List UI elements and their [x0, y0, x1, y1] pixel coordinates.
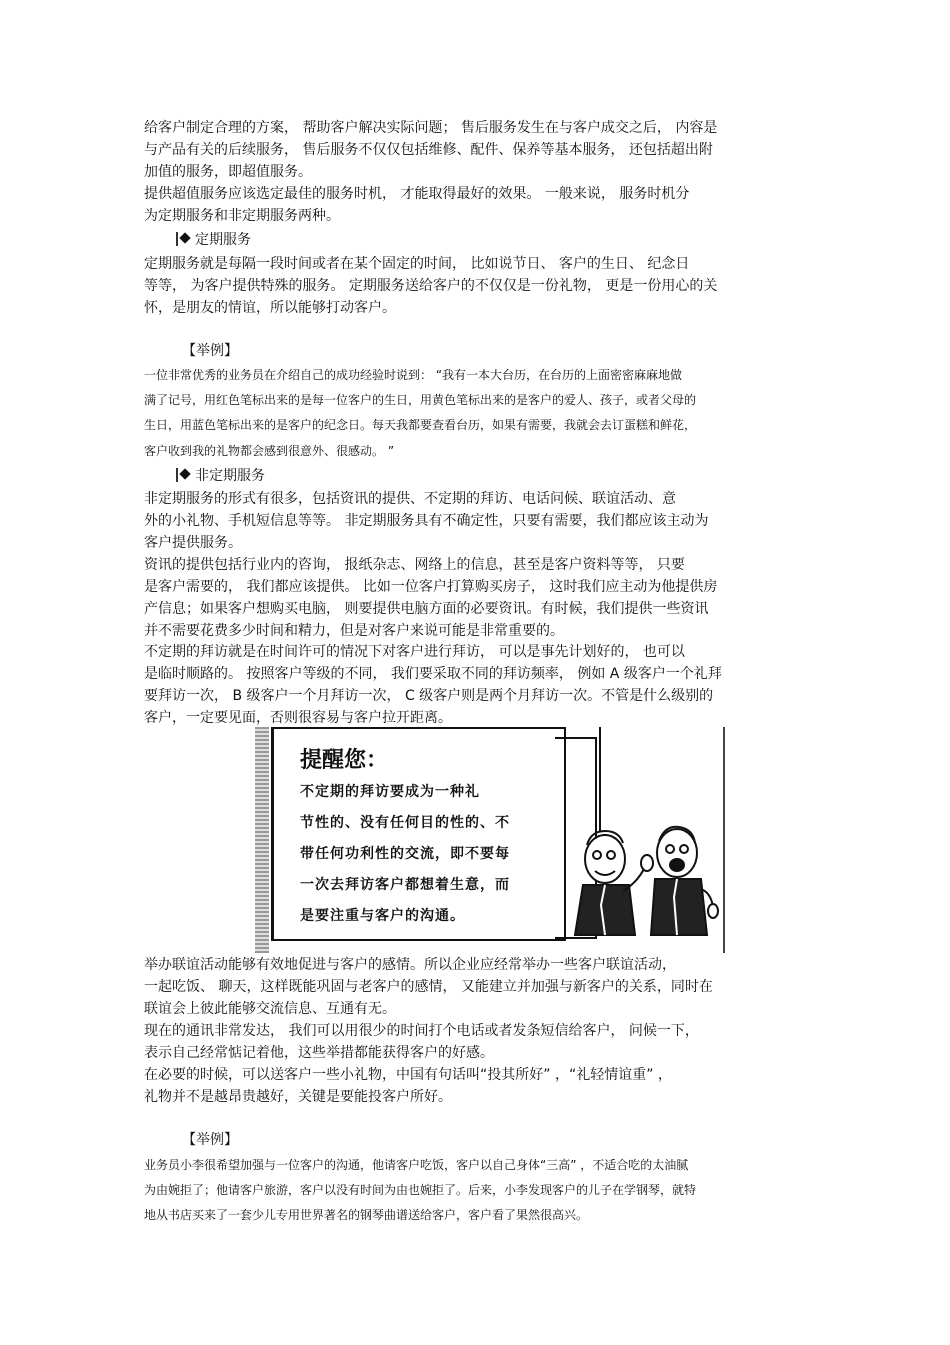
text-line: 是临时顺路的。 按照客户等级的不同， 我们要采取不同的拜访频率， 例如 A 级客户一个礼拜 [144, 666, 722, 682]
text-line: 客户提供服务。 [144, 535, 242, 551]
text-line: 现在的通讯非常发达， 我们可以用很少的时间打个电话或者发条短信给客户， 问候一下， [144, 1023, 699, 1039]
text-line: 定期服务就是每隔一段时间或者在某个固定的时间， 比如说节日、 客户的生日、 纪念日 [144, 256, 690, 272]
reminder-line: 不定期的拜访要成为一种礼 [300, 784, 480, 800]
text-line: 为定期服务和非定期服务两种。 [144, 208, 340, 224]
divider [599, 727, 601, 832]
text-line: 礼物并不是越昂贵越好，关键是要能投客户所好。 [144, 1089, 452, 1105]
reminder-line: 节性的、没有任何目的性的、不 [300, 815, 510, 831]
reminder-title: 提醒您： [300, 747, 389, 773]
text-line: 非定期服务的形式有很多，包括资讯的提供、不定期的拜访、电话问候、联谊活动、意 [144, 491, 676, 507]
text-line: 并不需要花费多少时间和精力，但是对客户来说可能是非常重要的。 [144, 623, 564, 639]
text-line: 给客户制定合理的方案， 帮助客户解决实际问题； 售后服务发生在与客户成交之后， 内容是 [144, 120, 718, 136]
diamond-bullet-icon [176, 468, 192, 482]
text-line: 与产品有关的后续服务， 售后服务不仅仅包括维修、配件、保养等基本服务， 还包括超出附 [144, 142, 713, 158]
example-line: 生日，用蓝色笔标出来的是客户的纪念日。每天我都要查看台历，如果有需要，我就会去订蛋糕和鲜花， [144, 418, 697, 432]
heading-text: 非定期服务 [195, 468, 265, 484]
example-line: 业务员小李很希望加强与一位客户的沟通，他请客户吃饭，客户以自己身体“三高” ，不适合吃的太油腻 [144, 1158, 689, 1172]
text-line: 产信息；如果客户想购买电脑， 则要提供电脑方面的必要资讯。有时候，我们提供一些资讯 [144, 601, 709, 617]
text-line: 举办联谊活动能够有效地促进与客户的感情。所以企业应经常举办一些客户联谊活动， [144, 957, 676, 973]
diamond-bullet-icon [176, 232, 192, 246]
reminder-line: 是要注重与客户的沟通。 [300, 908, 465, 924]
gray-strip [255, 727, 269, 953]
example-line: 客户收到我的礼物都会感到很意外、很感动。 ” [144, 444, 395, 458]
reminder-line: 一次去拜访客户都想着生意，而 [300, 877, 510, 893]
text-line: 资讯的提供包括行业内的咨询， 报纸杂志、网络上的信息，甚至是客户资料等等， 只要 [144, 557, 685, 573]
divider [723, 727, 725, 953]
text-line: 联谊会上彼此能够交流信息、互通有无。 [144, 1001, 396, 1017]
text-line: 客户，一定要见面，否则很容易与客户拉开距离。 [144, 710, 452, 726]
two-businessmen-cartoon-icon [567, 819, 719, 943]
reminder-line: 带任何功利性的交流，即不要每 [300, 846, 510, 862]
example-line: 为由婉拒了；他请客户旅游，客户以没有时间为由也婉拒了。后来，小李发现客户的儿子在学钢琴，就特 [144, 1183, 697, 1197]
heading-text: 定期服务 [195, 232, 251, 248]
example-label: 【举例】 [182, 1132, 238, 1148]
text-line: 要拜访一次， B 级客户一个月拜访一次， C 级客户则是两个月拜访一次。不管是什么级别的 [144, 688, 714, 704]
text-line: 外的小礼物、手机短信息等等。 非定期服务具有不确定性，只要有需要，我们都应该主动为 [144, 513, 709, 529]
text-line: 加值的服务，即超值服务。 [144, 164, 312, 180]
text-line: 不定期的拜访就是在时间许可的情况下对客户进行拜访， 可以是事先计划好的， 也可以 [144, 644, 685, 660]
example-line: 满了记号，用红色笔标出来的是每一位客户的生日，用黄色笔标出来的是客户的爱人、孩子，或者父母的 [144, 393, 697, 407]
text-line: 一起吃饭、 聊天，这样既能巩固与老客户的感情， 又能建立并加强与新客户的关系，同时在 [144, 979, 713, 995]
text-line: 怀，是朋友的情谊，所以能够打动客户。 [144, 300, 396, 316]
text-line: 提供超值服务应该选定最佳的服务时机， 才能取得最好的效果。 一般来说， 服务时机分 [144, 186, 690, 202]
example-line: 地从书店买来了一套少儿专用世界著名的钢琴曲谱送给客户，客户看了果然很高兴。 [144, 1208, 589, 1222]
text-line: 在必要的时候，可以送客户一些小礼物，中国有句话叫“投其所好” ，“礼轻情谊重” ， [144, 1067, 672, 1083]
example-label: 【举例】 [182, 343, 238, 359]
section-heading-irregular [176, 467, 265, 485]
reminder-illustration [255, 727, 725, 953]
text-line: 等等， 为客户提供特殊的服务。 定期服务送给客户的不仅仅是一份礼物， 更是一份用心的关 [144, 278, 718, 294]
text-line: 表示自己经常惦记着他，这些举措都能获得客户的好感。 [144, 1045, 494, 1061]
example-line: 一位非常优秀的业务员在介绍自己的成功经验时说到： “我有一本大台历，在台历的上面密密麻麻地做 [144, 368, 683, 382]
text-line: 是客户需要的， 我们都应该提供。 比如一位客户打算购买房子， 这时我们应主动为他提供房 [144, 579, 718, 595]
section-heading-regular [176, 231, 251, 249]
